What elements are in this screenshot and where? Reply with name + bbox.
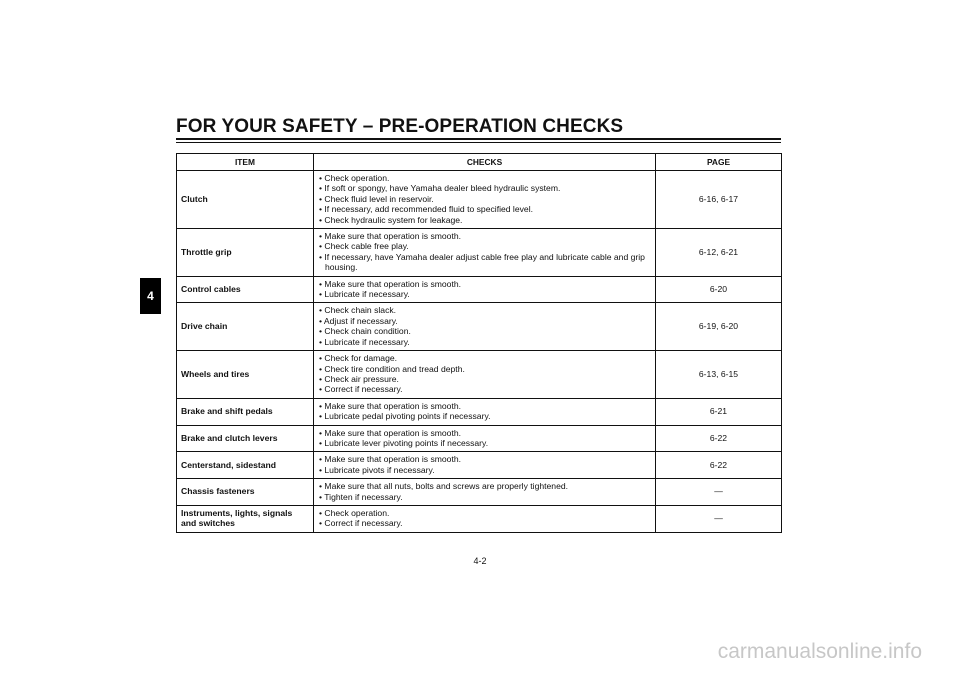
check-bullet — [318, 231, 651, 241]
bullet-icon: • — [319, 289, 325, 300]
bullet-icon: • — [319, 204, 325, 215]
check-bullet — [318, 454, 651, 464]
checks-cell — [314, 303, 656, 351]
bullet-icon: • — [319, 507, 325, 518]
check-text: Lubricate if necessary. — [324, 289, 410, 300]
table-row — [177, 505, 782, 532]
check-text: Check air pressure. — [324, 373, 399, 384]
checks-cell — [314, 351, 656, 399]
bullet-icon: • — [319, 437, 325, 448]
bullet-icon: • — [319, 336, 325, 347]
page-title: FOR YOUR SAFETY – PRE-OPERATION CHECKS — [176, 116, 624, 137]
check-text: Tighten if necessary. — [324, 491, 403, 502]
bullet-icon: • — [319, 315, 324, 326]
table-row — [177, 229, 782, 277]
bullet-icon: • — [319, 464, 325, 475]
check-bullet — [318, 173, 651, 183]
check-text: Check fluid level in reservoir. — [324, 193, 434, 204]
page-cell: 6-19, 6-20 — [656, 303, 782, 351]
item-cell: Control cables — [177, 276, 314, 303]
bullet-icon: • — [319, 183, 325, 194]
item-cell: Instruments, lights, signals and switches — [177, 505, 314, 532]
header-item: ITEM — [177, 154, 314, 171]
check-text: Correct if necessary. — [324, 518, 403, 529]
check-bullet — [318, 337, 651, 347]
page-cell: 6-21 — [656, 398, 782, 425]
bullet-icon: • — [319, 326, 325, 337]
check-text: Check for damage. — [324, 353, 398, 364]
check-bullet — [318, 374, 651, 384]
bullet-icon: • — [319, 305, 325, 316]
table-row — [177, 303, 782, 351]
check-text: Make sure that operation is smooth. — [324, 427, 462, 438]
bullet-icon: • — [319, 427, 325, 438]
bullet-icon: • — [319, 518, 325, 529]
check-text: Lubricate lever pivoting points if necessary. — [324, 437, 489, 448]
check-bullet — [318, 438, 651, 448]
check-bullet — [318, 481, 651, 491]
check-text: Adjust if necessary. — [323, 315, 398, 326]
check-text: Lubricate pivots if necessary. — [324, 464, 435, 475]
check-bullet — [318, 465, 651, 475]
check-bullet — [318, 492, 651, 502]
item-cell: Wheels and tires — [177, 351, 314, 399]
table-row — [177, 276, 782, 303]
check-bullet — [318, 252, 651, 273]
check-text: Check chain slack. — [324, 305, 397, 316]
check-text: Make sure that operation is smooth. — [324, 278, 462, 289]
item-cell: Centerstand, sidestand — [177, 452, 314, 479]
check-text: Correct if necessary. — [324, 384, 403, 395]
bullet-icon: • — [319, 491, 325, 502]
check-bullet — [318, 411, 651, 421]
table-row — [177, 398, 782, 425]
bullet-icon: • — [319, 454, 325, 465]
bullet-icon: • — [319, 193, 325, 204]
check-text: Make sure that operation is smooth. — [324, 400, 462, 411]
bullet-icon: • — [319, 384, 325, 395]
page-cell: 6-16, 6-17 — [656, 171, 782, 229]
title-rule-thin — [176, 142, 781, 143]
check-bullet — [318, 279, 651, 289]
checks-cell — [314, 425, 656, 452]
page-cell: 6-13, 6-15 — [656, 351, 782, 399]
bullet-icon: • — [319, 278, 325, 289]
page-cell: — — [656, 479, 782, 506]
check-bullet — [318, 401, 651, 411]
page-number: 4-2 — [473, 556, 487, 566]
check-text: If necessary, have Yamaha dealer adjust cable free play and lubricate cable and grip housing. — [324, 251, 645, 273]
bullet-icon: • — [319, 214, 325, 225]
checks-cell — [314, 276, 656, 303]
page-cell: 6-22 — [656, 425, 782, 452]
page-cell: — — [656, 505, 782, 532]
checks-cell — [314, 479, 656, 506]
check-bullet — [318, 316, 651, 326]
bullet-icon: • — [319, 400, 325, 411]
checks-cell — [314, 452, 656, 479]
checks-cell — [314, 171, 656, 229]
check-text: Check cable free play. — [324, 241, 409, 252]
item-cell: Brake and clutch levers — [177, 425, 314, 452]
item-cell: Brake and shift pedals — [177, 398, 314, 425]
page-cell: 6-20 — [656, 276, 782, 303]
bullet-icon: • — [319, 411, 325, 422]
table-header-row — [177, 154, 782, 171]
check-text: Check operation. — [324, 507, 390, 518]
table-row — [177, 479, 782, 506]
checks-cell — [314, 398, 656, 425]
header-checks: CHECKS — [314, 154, 656, 171]
check-bullet — [318, 241, 651, 251]
bullet-icon: • — [319, 481, 325, 492]
bullet-icon: • — [319, 231, 325, 242]
check-text: Lubricate pedal pivoting points if necessary. — [324, 411, 491, 422]
bullet-icon: • — [319, 251, 325, 262]
check-text: Make sure that operation is smooth. — [324, 231, 462, 242]
checks-cell — [314, 229, 656, 277]
watermark: carmanualsonline.info — [717, 640, 922, 663]
check-bullet — [318, 384, 651, 394]
check-bullet — [318, 353, 651, 363]
check-bullet — [318, 183, 651, 193]
check-bullet — [318, 518, 651, 528]
table-row — [177, 351, 782, 399]
check-text: Check operation. — [324, 173, 390, 183]
table-row — [177, 425, 782, 452]
header-page: PAGE — [656, 154, 782, 171]
item-cell: Chassis fasteners — [177, 479, 314, 506]
check-text: Lubricate if necessary. — [324, 336, 410, 347]
pre-operation-checks-table — [176, 153, 782, 533]
check-text: Make sure that all nuts, bolts and screws are properly tightened. — [324, 481, 569, 492]
item-cell: Throttle grip — [177, 229, 314, 277]
check-bullet — [318, 204, 651, 214]
page-cell: 6-12, 6-21 — [656, 229, 782, 277]
title-rule-thick — [176, 138, 781, 140]
item-cell: Drive chain — [177, 303, 314, 351]
bullet-icon: • — [319, 241, 325, 252]
checks-cell — [314, 505, 656, 532]
check-text: If soft or spongy, have Yamaha dealer bleed hydraulic system. — [324, 183, 561, 194]
table-row — [177, 171, 782, 229]
chapter-tab: 4 — [140, 278, 161, 314]
check-text: Check tire condition and tread depth. — [324, 363, 465, 374]
check-bullet — [318, 289, 651, 299]
item-cell: Clutch — [177, 171, 314, 229]
check-text: Check hydraulic system for leakage. — [324, 214, 463, 225]
check-bullet — [318, 215, 651, 225]
table-row — [177, 452, 782, 479]
check-text: If necessary, add recommended fluid to specified level. — [324, 204, 533, 215]
bullet-icon: • — [319, 363, 325, 374]
check-bullet — [318, 428, 651, 438]
check-bullet — [318, 508, 651, 518]
page-cell: 6-22 — [656, 452, 782, 479]
check-bullet — [318, 305, 651, 315]
check-text: Check chain condition. — [324, 326, 411, 337]
bullet-icon: • — [319, 353, 325, 364]
bullet-icon: • — [319, 173, 325, 183]
bullet-icon: • — [319, 373, 325, 384]
check-bullet — [318, 364, 651, 374]
check-bullet — [318, 194, 651, 204]
check-bullet — [318, 326, 651, 336]
check-text: Make sure that operation is smooth. — [324, 454, 462, 465]
